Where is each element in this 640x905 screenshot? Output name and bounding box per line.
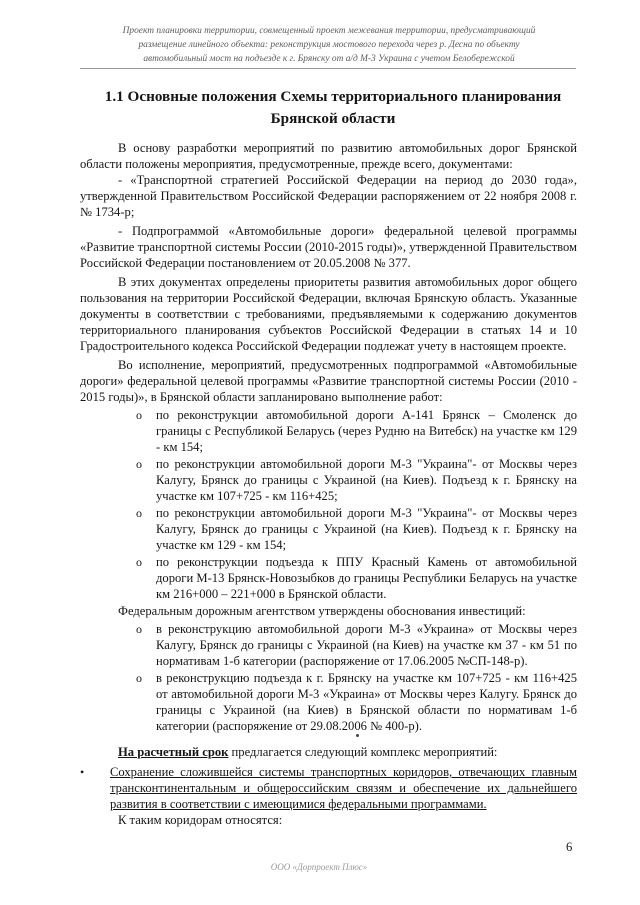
- corridors-intro: К таким коридорам относятся:: [118, 813, 283, 827]
- filled-bullet-icon: •: [80, 765, 85, 779]
- footer-company: ООО «Дорпроект Плюс»: [270, 862, 368, 872]
- scan-speck: [356, 734, 359, 737]
- running-header: [78, 24, 580, 66]
- list-item: o по реконструкции автомобильной дороги М-3 "Украина"- от Москвы через Калугу, Брянск до границы с Украиной (на Киев). Подъезд к г. Брянску на участке км 129 - км 154;: [136, 506, 577, 552]
- hollow-circle-icon: o: [136, 671, 142, 685]
- paragraph-priorities: В этих документах определены приоритеты развития автомобильных дорог общего пользования на территории Российской Федерации, включая Брянскую область. Указанные документы в соответствии с требованиями, предъявляемыми к содержанию документов территориального планирования субъектов Российской Федерации в статьях 14 и 10 Градостроительного кодекса Российской Федерации подлежат учету в настоящем проекте.: [80, 275, 577, 353]
- term-line: [118, 744, 578, 760]
- list-item: o по реконструкции автомобильной дороги А-141 Брянск – Смоленск до границы с Республикой Беларусь (через Рудню на Витебск) на участке км 129 - км 154;: [136, 408, 577, 454]
- hollow-circle-icon: o: [136, 408, 142, 422]
- header-line-2: размещение линейного объекта: реконструкция мостового перехода через р. Десна по объекту: [138, 40, 520, 50]
- paragraph-transport-strategy: - «Транспортной стратегией Российской Федерации на период до 2030 года», утвержденной Правительством Российской Федерации распоряжением от 22 ноября 2008 г. № 1734-р;: [80, 173, 577, 219]
- paragraph-intro: В основу разработки мероприятий по развитию автомобильных дорог Брянской области положены мероприятия, предусмотренные, прежде всего, документами:: [80, 141, 577, 171]
- investments-list: [80, 621, 577, 734]
- corridor-bullet: [80, 764, 577, 812]
- list-item: o по реконструкции автомобильной дороги М-3 "Украина"- от Москвы через Калугу, Брянск до границы с Украиной (на Киев). Подъезд к г. Брянску на участке км 107+725 - км 116+425;: [136, 457, 577, 503]
- works-list: [80, 407, 577, 602]
- corridor-bullet-text: Сохранение сложившейся системы транспортных коридоров, отвечающих главным трансконтинентальным и общероссийским связям и обеспечение их дальнейшего развития в соответствии с имеющимися федеральными программами.: [110, 765, 577, 811]
- term-rest: предлагается следующий комплекс мероприятий:: [228, 745, 498, 759]
- list-item: o в реконструкцию подъезда к г. Брянску на участке км 107+725 - км 116+425 от автомобильной дороги М-3 «Украина» от Москвы через Калугу. Брянск до границы с Украиной (на Киев) в Брянской области по нормативам 1-б категории (распоряжение от 29.08.2006 № 400-р).: [136, 671, 577, 733]
- list-item: o в реконструкцию автомобильной дороги М-3 «Украина» от Москвы через Калугу, Брянск до границы с Украиной (на Киев) на участке км 37 - км 51 по нормативам 1-б категории (распоряжение от 17.06.2005 №СП-148-р).: [136, 622, 577, 668]
- term-label: На расчетный срок: [118, 745, 229, 759]
- list-item: o по реконструкции подъезда к ППУ Красный Камень от автомобильной дороги М-13 Брянск-Новозыбков до границы Республики Беларусь на участке км 216+000 – 221+000 в Брянской области.: [136, 555, 577, 601]
- hollow-circle-icon: o: [136, 555, 142, 569]
- paragraph-investments: Федеральным дорожным агентством утверждены обоснования инвестиций:: [118, 604, 526, 618]
- header-rule: [80, 68, 576, 69]
- hollow-circle-icon: o: [136, 506, 142, 520]
- hollow-circle-icon: o: [136, 457, 142, 471]
- section-title: 1.1 Основные положения Схемы территориального планирования Брянской области: [104, 88, 562, 127]
- page-number: 6: [566, 840, 573, 854]
- paragraph-works-intro: Во исполнение, мероприятий, предусмотренных подпрограммой «Автомобильные дороги» федеральной целевой программы «Развитие транспортной системы России (2010 - 2015 годы)», в Брянской области запланировано выполнение работ:: [80, 358, 577, 404]
- header-line-1: Проект планировки территории, совмещенный проект межевания территории, предусматривающий: [122, 26, 536, 36]
- paragraph-subprogram: - Подпрограммой «Автомобильные дороги» федеральной целевой программы «Развитие транспортной системы России (2010-2015 годы)», утвержденной Правительством Российской Федерации постановлением от 20.05.2008 № 377.: [80, 224, 577, 270]
- document-body: [80, 140, 577, 735]
- header-line-3: автомобильный мост на подъезде к г. Брянску от а/д М-3 Украина с учетом Белобережской: [143, 54, 515, 64]
- hollow-circle-icon: o: [136, 622, 142, 636]
